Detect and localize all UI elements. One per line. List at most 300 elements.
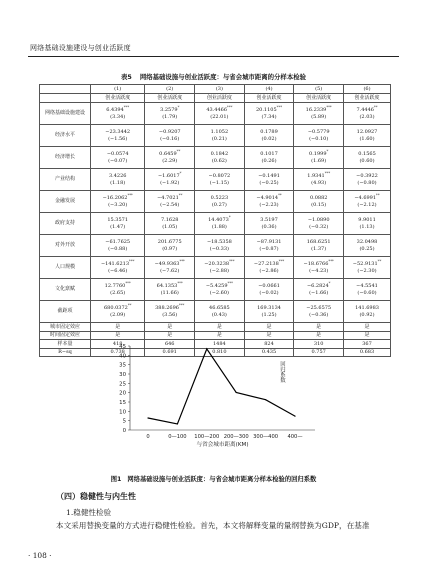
t-statistic: (−2.12) — [357, 201, 377, 208]
row-label: 样本量 — [40, 340, 91, 349]
t-statistic: (−0.33) — [209, 245, 229, 252]
table-cell: 0.738 — [91, 348, 145, 357]
coefficient-cell — [195, 125, 245, 147]
coefficient-cell — [294, 191, 344, 213]
t-statistic: (2.09) — [110, 311, 126, 318]
coefficient-value: 1.9341 — [307, 173, 325, 180]
row-label: 城市固定效应 — [40, 323, 91, 332]
significance-stars: *** — [278, 259, 285, 264]
coefficient-value: −87.9131 — [256, 239, 282, 246]
coefficient-value: −1.6017 — [157, 173, 180, 180]
column-header: (5) — [294, 85, 344, 94]
y-tick-label: 40 — [119, 353, 126, 360]
coefficient-value: −4.7021 — [157, 195, 179, 202]
coefficient-cell — [145, 279, 195, 301]
table-number: 表5 — [121, 73, 132, 81]
table-cell: 是 — [91, 331, 145, 340]
coefficient-value: 680.0372 — [103, 305, 128, 312]
table-cell: 是 — [344, 323, 391, 332]
t-statistic: (0.02) — [261, 135, 277, 142]
coefficient-cell — [145, 213, 195, 235]
table-cell: 是 — [294, 323, 344, 332]
table-row — [40, 257, 391, 279]
coefficient-value: −25.6575 — [306, 305, 332, 312]
significance-stars: *** — [125, 281, 131, 286]
significance-stars: *** — [326, 105, 332, 110]
coefficient-value: −5.4259 — [205, 283, 228, 290]
t-statistic: (−0.10) — [309, 135, 329, 142]
table-cell: 是 — [244, 323, 294, 332]
table-row — [40, 323, 391, 332]
header-rule — [28, 56, 399, 57]
dependent-variable-header: 创业活跃度 — [145, 94, 195, 103]
significance-stars: * — [228, 215, 231, 220]
t-statistic: (22.01) — [210, 113, 229, 120]
variable-name: 经济水平 — [40, 125, 91, 147]
significance-stars: *** — [276, 105, 283, 110]
table-cell: 0.757 — [294, 348, 344, 357]
significance-stars: ** — [176, 149, 181, 154]
section-heading: （四）稳健性与内生性 — [56, 492, 136, 501]
table-caption: 网络基础设施与创业活跃度：与省会城市距离的分样本检验 — [139, 73, 306, 81]
significance-stars: ** — [377, 259, 382, 264]
coefficient-cell — [145, 257, 195, 279]
coefficient-series-line — [148, 349, 295, 424]
coefficient-value: −20.3238 — [204, 261, 230, 268]
t-statistic: (−0.80) — [357, 179, 377, 186]
coefficient-value: 169.3134 — [257, 305, 281, 312]
coefficient-cell — [91, 125, 145, 147]
t-statistic: (−1.92) — [160, 179, 180, 186]
significance-stars: *** — [178, 303, 185, 308]
data-point — [265, 399, 266, 400]
significance-stars: *** — [177, 281, 183, 286]
significance-stars: *** — [328, 259, 334, 264]
coefficient-cell — [294, 103, 344, 125]
y-axis-title: 回归系数 — [279, 361, 285, 383]
table-cell: 0.810 — [195, 348, 245, 357]
column-header: (3) — [195, 85, 245, 94]
t-statistic: (11.66) — [160, 289, 179, 296]
header-corner-cell — [40, 85, 91, 94]
t-statistic: (0.26) — [261, 157, 277, 164]
column-header: (1) — [91, 85, 145, 94]
t-statistic: (2.65) — [110, 289, 126, 296]
t-statistic: (3.34) — [110, 113, 126, 120]
x-tick-label: 0 — [146, 434, 150, 440]
table-cell: 0.683 — [344, 348, 391, 357]
significance-stars: *** — [129, 259, 135, 264]
page-number: · 108 · — [28, 551, 52, 560]
coefficient-value: 1.1052 — [210, 129, 229, 136]
coefficient-value: −23.3442 — [105, 129, 131, 136]
coefficient-value: 15.3571 — [107, 217, 129, 224]
t-statistic: (0.60) — [359, 157, 375, 164]
y-tick-label: 30 — [119, 372, 126, 378]
coefficient-cell — [91, 169, 145, 191]
t-statistic: (1.69) — [311, 157, 327, 164]
t-statistic: (0.21) — [211, 135, 227, 142]
coefficient-cell — [195, 147, 245, 169]
coefficient-cell — [294, 279, 344, 301]
coefficient-cell — [344, 213, 391, 235]
coefficient-value: 16.2339 — [305, 107, 327, 114]
t-statistic: (−0.07) — [108, 157, 128, 164]
coefficient-value: 388.2696 — [155, 305, 179, 312]
coefficient-value: 201.6775 — [157, 239, 182, 246]
t-statistic: (0.15) — [311, 201, 327, 208]
coefficient-value: 0.1017 — [260, 151, 278, 158]
t-statistic: (2.03) — [359, 113, 375, 120]
t-statistic: (−2.30) — [357, 267, 377, 274]
coefficient-value: 141.6983 — [355, 305, 379, 312]
variable-name: 产业结构 — [40, 169, 91, 191]
significance-stars: * — [326, 149, 329, 154]
coefficient-cell — [195, 235, 245, 257]
coefficient-cell — [91, 213, 145, 235]
coefficient-cell — [91, 301, 145, 323]
t-statistic: (0.27) — [211, 201, 227, 208]
coefficient-value: 7.1628 — [160, 217, 179, 224]
table-title — [0, 72, 427, 81]
t-statistic: (−2.23) — [259, 201, 279, 208]
coefficient-cell — [344, 301, 391, 323]
t-statistic: (−7.62) — [160, 267, 180, 274]
coefficient-cell — [244, 235, 294, 257]
coefficient-value: 64.1353 — [156, 283, 178, 290]
significance-stars: ** — [178, 193, 183, 198]
coefficient-cell — [195, 103, 245, 125]
y-tick-label: 10 — [119, 409, 126, 416]
coefficient-cell — [344, 169, 391, 191]
coefficient-value: −0.9207 — [158, 129, 181, 136]
data-point — [177, 423, 178, 424]
coefficient-value: 46.6585 — [209, 305, 230, 312]
table-cell: 是 — [195, 331, 245, 340]
t-statistic: (−2.86) — [259, 267, 279, 274]
coefficient-value: 0.0882 — [309, 195, 328, 202]
coefficient-line-chart — [110, 342, 330, 448]
table-cell: 是 — [145, 323, 195, 332]
coefficient-cell — [344, 235, 391, 257]
t-statistic: (1.79) — [162, 113, 178, 120]
variable-name: 经济增长 — [40, 147, 91, 169]
coefficient-cell — [91, 257, 145, 279]
coefficient-cell — [195, 213, 245, 235]
t-statistic: (−2.88) — [209, 267, 229, 274]
coefficient-value: −49.9363 — [154, 261, 180, 268]
t-statistic: (0.62) — [211, 157, 227, 164]
coefficient-value: −16.2062 — [102, 195, 128, 202]
coefficient-cell — [244, 257, 294, 279]
coefficient-value: −1.0890 — [307, 217, 330, 224]
significance-stars: *** — [229, 259, 235, 264]
coefficient-cell — [344, 147, 391, 169]
t-statistic: (−0.02) — [259, 289, 279, 296]
coefficient-value: 20.1105 — [255, 107, 277, 114]
data-point — [147, 417, 148, 418]
t-statistic: (1.88) — [211, 223, 227, 230]
table-cell: 824 — [244, 340, 294, 349]
x-tick-label: 200—300 — [223, 434, 249, 440]
t-statistic: (−6.46) — [108, 267, 128, 274]
coefficient-value: 14.4073 — [208, 217, 229, 224]
y-tick-label: 35 — [119, 362, 126, 369]
regression-table — [39, 84, 391, 360]
coefficient-cell — [294, 213, 344, 235]
figure-caption-text: 网络基础设施与创业活跃度：与省会城市距离分样本检验的回归系数 — [127, 476, 317, 483]
coefficient-value: −18.5358 — [206, 239, 232, 246]
coefficient-value: 6.4394 — [106, 107, 124, 114]
coefficient-cell — [294, 257, 344, 279]
coefficient-value: −4.9014 — [256, 195, 279, 202]
table-row — [40, 103, 391, 125]
dependent-variable-header: 创业活跃度 — [91, 94, 145, 103]
header-corner-cell — [40, 94, 91, 103]
column-header: (6) — [344, 85, 391, 94]
coefficient-cell — [244, 169, 294, 191]
table-row — [40, 147, 391, 169]
table-row — [40, 191, 391, 213]
table-row — [40, 235, 391, 257]
table-row — [40, 279, 391, 301]
coefficient-value: −4.5541 — [356, 283, 378, 290]
t-statistic: (−0.60) — [357, 289, 377, 296]
t-statistic: (7.34) — [261, 113, 277, 120]
coefficient-value: 0.6459 — [159, 151, 177, 158]
data-point — [294, 416, 295, 417]
coefficient-cell — [344, 279, 391, 301]
y-tick-label: 25 — [119, 381, 126, 388]
table-cell: 0.435 — [244, 348, 294, 357]
significance-stars: ** — [376, 193, 380, 198]
t-statistic: (0.36) — [261, 223, 277, 230]
table-row — [40, 213, 391, 235]
t-statistic: (1.60) — [359, 135, 375, 142]
coefficient-cell — [195, 169, 245, 191]
coefficient-value: −18.6766 — [303, 261, 329, 268]
table-header-row — [40, 85, 391, 94]
column-header: (2) — [145, 85, 195, 94]
coefficient-cell — [294, 235, 344, 257]
t-statistic: (−0.88) — [108, 245, 128, 252]
t-statistic: (−2.54) — [160, 201, 180, 208]
coefficient-cell — [294, 125, 344, 147]
coefficient-value: 3.5197 — [260, 217, 278, 224]
table-cell: 是 — [91, 323, 145, 332]
t-statistic: (0.43) — [211, 311, 227, 318]
x-tick-label: 400— — [287, 434, 303, 440]
coefficient-cell — [344, 257, 391, 279]
x-tick-label: 300—400 — [253, 434, 279, 440]
t-statistic: (−0.36) — [309, 311, 329, 318]
coefficient-value: 0.1999 — [309, 151, 327, 158]
table-row — [40, 331, 391, 340]
coefficient-cell — [244, 103, 294, 125]
regression-table-body — [40, 85, 391, 360]
table-row — [40, 169, 391, 191]
coefficient-cell — [91, 279, 145, 301]
significance-stars: *** — [179, 259, 185, 264]
coefficient-cell — [244, 213, 294, 235]
t-statistic: (−0.16) — [160, 135, 180, 142]
variable-name: 金融发展 — [40, 191, 91, 213]
coefficient-cell — [244, 301, 294, 323]
coefficient-value: −61.7625 — [105, 239, 131, 246]
coefficient-cell — [195, 301, 245, 323]
table-cell: 是 — [145, 331, 195, 340]
variable-name: 文化禀赋 — [40, 279, 91, 301]
table-cell: 是 — [195, 323, 245, 332]
significance-stars: * — [328, 281, 331, 286]
column-header: (4) — [244, 85, 294, 94]
x-tick-label: 0—100 — [168, 434, 187, 440]
coefficient-cell — [344, 125, 391, 147]
table-cell: 310 — [294, 340, 344, 349]
figure-number: 图1 — [110, 476, 122, 483]
coefficient-cell — [294, 147, 344, 169]
t-statistic: (−0.25) — [259, 179, 279, 186]
y-tick-label: 45 — [119, 344, 126, 350]
row-label: 时间固定效应 — [40, 331, 91, 340]
table-row — [40, 125, 391, 147]
coefficient-value: −141.6213 — [100, 261, 130, 268]
variable-name: 截距项 — [40, 301, 91, 323]
coefficient-cell — [344, 103, 391, 125]
t-statistic: (−4.23) — [309, 267, 329, 274]
dependent-variable-header: 创业活跃度 — [344, 94, 391, 103]
figure-caption — [0, 474, 427, 483]
y-tick-label: 20 — [119, 390, 126, 397]
t-statistic: (1.18) — [110, 179, 126, 186]
y-tick-label: 15 — [119, 400, 126, 406]
coefficient-cell — [145, 235, 195, 257]
coefficient-value: −27.2138 — [253, 261, 279, 268]
coefficient-cell — [195, 257, 245, 279]
t-statistic: (5.89) — [311, 113, 327, 120]
t-statistic: (1.25) — [261, 311, 277, 318]
coefficient-value: 12.7760 — [104, 283, 126, 290]
dependent-variable-header: 创业活跃度 — [244, 94, 294, 103]
coefficient-value: 12.0927 — [356, 129, 378, 136]
coefficient-cell — [145, 301, 195, 323]
running-header: 网络基础设施建设与创业活跃度 — [30, 44, 131, 52]
coefficient-cell — [244, 147, 294, 169]
coefficient-value: −4.6991 — [354, 195, 377, 202]
dependent-variable-header: 创业活跃度 — [195, 94, 245, 103]
t-statistic: (1.05) — [162, 223, 178, 230]
coefficient-value: 0.1789 — [260, 129, 278, 136]
coefficient-value: 3.2579 — [160, 107, 178, 114]
coefficient-value: −0.0574 — [106, 151, 129, 158]
t-statistic: (−1.15) — [209, 179, 229, 186]
coefficient-cell — [91, 103, 145, 125]
data-point — [236, 392, 237, 393]
table-cell: 是 — [294, 331, 344, 340]
t-statistic: (−2.60) — [209, 289, 229, 296]
coefficient-cell — [244, 125, 294, 147]
table-dependent-variable-row — [40, 94, 391, 103]
table-cell: 是 — [344, 331, 391, 340]
coefficient-value: 43.4466 — [206, 107, 228, 114]
coefficient-cell — [145, 103, 195, 125]
variable-name: 网络基础设施建设 — [40, 103, 91, 125]
coefficient-value: 32.0498 — [356, 239, 378, 246]
variable-name: 对外开放 — [40, 235, 91, 257]
y-tick-label: 5 — [122, 418, 126, 425]
coefficient-value: −0.5779 — [307, 129, 330, 136]
significance-stars: *** — [123, 105, 130, 110]
significance-stars: *** — [127, 193, 133, 198]
dependent-variable-header: 创业活跃度 — [294, 94, 344, 103]
significance-stars: * — [179, 171, 182, 176]
t-statistic: (1.13) — [359, 223, 375, 230]
coefficient-cell — [91, 147, 145, 169]
t-statistic: (−3.20) — [108, 201, 128, 208]
table-cell: 是 — [244, 331, 294, 340]
variable-name: 政府支持 — [40, 213, 91, 235]
t-statistic: (0.97) — [162, 245, 178, 252]
coefficient-cell — [145, 147, 195, 169]
coefficient-cell — [91, 235, 145, 257]
body-paragraph: 本文采用替换变量的方式进行稳健性检验。首先，本文将解释变量的量纲替换为GDP，在基准 — [56, 521, 370, 530]
t-statistic: (−1.66) — [309, 289, 329, 296]
table-cell: 646 — [145, 340, 195, 349]
table-cell: 418 — [91, 340, 145, 349]
coefficient-cell — [244, 191, 294, 213]
coefficient-value: −0.3922 — [356, 173, 378, 180]
coefficient-cell — [145, 191, 195, 213]
coefficient-value: 9.9011 — [358, 217, 376, 224]
subsection-heading: 1.稳健性检验 — [66, 508, 112, 517]
significance-stars: *** — [227, 281, 233, 286]
table-cell: 0.691 — [145, 348, 195, 357]
coefficient-value: 168.6251 — [306, 239, 331, 246]
coefficient-value: 0.1565 — [358, 151, 376, 158]
coefficient-cell — [344, 191, 391, 213]
table-cell: 1484 — [195, 340, 245, 349]
t-statistic: (0.92) — [359, 311, 375, 318]
coefficient-value: −0.0661 — [258, 283, 280, 290]
coefficient-cell — [145, 169, 195, 191]
coefficient-chart — [110, 342, 330, 448]
t-statistic: (4.93) — [311, 179, 327, 186]
coefficient-cell — [294, 301, 344, 323]
t-statistic: (−0.87) — [259, 245, 279, 252]
coefficient-value: −0.8072 — [208, 173, 231, 180]
variable-name: 人口规模 — [40, 257, 91, 279]
x-tick-label: 100—200 — [194, 434, 220, 440]
coefficient-cell — [195, 279, 245, 301]
coefficient-value: −0.1491 — [258, 173, 280, 180]
coefficient-value: −52.9131 — [352, 261, 378, 268]
significance-stars: ** — [127, 303, 132, 308]
t-statistic: (1.47) — [110, 223, 126, 230]
coefficient-value: 0.5223 — [210, 195, 229, 202]
coefficient-value: −6.2824 — [306, 283, 329, 290]
row-label: R−sq — [40, 348, 91, 357]
t-statistic: (1.37) — [311, 245, 327, 252]
coefficient-cell — [145, 125, 195, 147]
t-statistic: (−0.32) — [309, 223, 329, 230]
coefficient-value: 3.4226 — [108, 173, 127, 180]
significance-stars: ** — [373, 105, 378, 110]
significance-stars: *** — [227, 105, 233, 110]
significance-stars: *** — [324, 171, 331, 176]
t-statistic: (0.25) — [359, 245, 375, 252]
table-row — [40, 301, 391, 323]
t-statistic: (−1.56) — [108, 135, 128, 142]
